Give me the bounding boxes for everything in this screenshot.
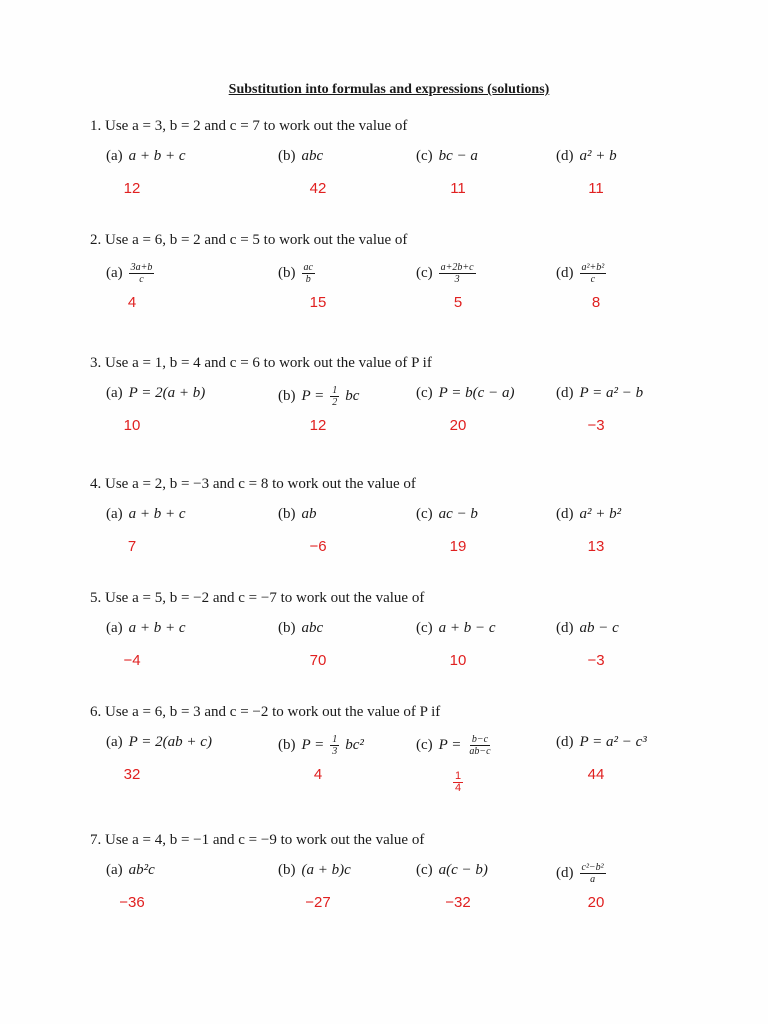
expression: a² + b (579, 148, 617, 164)
answer-value: 12 (309, 417, 327, 434)
answer-fraction (453, 771, 463, 794)
answer-value: 20 (587, 894, 605, 911)
expression: P = b(c − a) (438, 385, 515, 401)
answer (288, 652, 348, 669)
answer (428, 417, 488, 434)
fraction (439, 262, 476, 285)
answer (102, 180, 162, 197)
fraction-numerator: a²+b² (581, 262, 605, 273)
part-label: (a) (106, 506, 123, 522)
answer-value: 11 (450, 180, 466, 197)
question-part (278, 385, 359, 408)
answer (428, 652, 488, 669)
answer-numerator: 1 (454, 770, 462, 782)
expression: ac − b (438, 506, 478, 522)
part-label: (b) (278, 148, 296, 164)
answer (566, 417, 626, 434)
question-7 (0, 832, 768, 942)
question-stem: 4. Use a = 2, b = −3 and c = 8 to work out the value of (90, 476, 416, 492)
question-stem: 2. Use a = 6, b = 2 and c = 5 to work out the value of (90, 232, 408, 248)
fraction-denominator: 2 (332, 397, 338, 408)
question-part (278, 148, 323, 165)
answer-value: 4 (313, 766, 323, 783)
question-part (106, 506, 186, 523)
answer (102, 766, 162, 783)
fraction-numerator: 3a+b (130, 262, 153, 273)
question-part (416, 862, 488, 879)
answer (428, 766, 488, 794)
answer (428, 894, 488, 911)
answer (102, 652, 162, 669)
answer-value: −3 (587, 652, 605, 669)
part-label: (b) (278, 506, 296, 522)
answer-value: 7 (127, 538, 137, 555)
expression-prefix: P = (301, 737, 325, 753)
part-label: (c) (416, 737, 433, 753)
fraction (580, 262, 607, 285)
question-part (106, 620, 186, 637)
question-part (106, 148, 186, 165)
answer-value: −4 (123, 652, 141, 669)
part-label: (c) (416, 620, 433, 636)
fraction-denominator: b (305, 274, 311, 285)
part-label: (b) (278, 737, 296, 753)
question-stem: 6. Use a = 6, b = 3 and c = −2 to work out the value of P if (90, 704, 441, 720)
answer (428, 538, 488, 555)
expression: a(c − b) (438, 862, 488, 878)
question-4 (0, 476, 768, 586)
answer-value: 20 (449, 417, 467, 434)
question-part (416, 148, 478, 165)
fraction (330, 385, 339, 408)
expression-suffix: bc (345, 388, 360, 404)
question-part (556, 506, 621, 523)
question-part (278, 262, 315, 285)
expression-suffix: bc² (345, 737, 364, 753)
answer (566, 294, 626, 311)
question-part (106, 734, 212, 751)
fraction-denominator: ab−c (469, 746, 491, 757)
expression: a² + b² (579, 506, 622, 522)
expression-prefix: P = (301, 388, 325, 404)
answer-value: 10 (449, 652, 467, 669)
fraction-numerator: a+2b+c (440, 262, 474, 273)
part-label: (c) (416, 506, 433, 522)
question-5 (0, 590, 768, 700)
question-part (556, 620, 619, 637)
fraction-numerator: 1 (332, 385, 338, 396)
part-label: (b) (278, 265, 296, 281)
part-label: (c) (416, 265, 433, 281)
answer-value: 10 (123, 417, 141, 434)
expression: a + b + c (128, 506, 186, 522)
answer-value: 44 (587, 766, 605, 783)
expression: ab (301, 506, 317, 522)
expression: P = a² − c³ (579, 734, 647, 750)
question-stem: 5. Use a = 5, b = −2 and c = −7 to work out the value of (90, 590, 425, 606)
answer (288, 417, 348, 434)
expression-prefix: P = (438, 737, 462, 753)
question-part (556, 734, 647, 751)
fraction-numerator: c²−b² (581, 862, 604, 873)
question-stem: 7. Use a = 4, b = −1 and c = −9 to work out the value of (90, 832, 425, 848)
expression: abc (301, 620, 324, 636)
part-label: (d) (556, 620, 574, 636)
expression: ab²c (128, 862, 155, 878)
answer-denominator: 4 (454, 782, 462, 794)
part-label: (d) (556, 385, 574, 401)
expression: ab − c (579, 620, 619, 636)
question-1 (0, 118, 768, 228)
expression: (a + b)c (301, 862, 351, 878)
expression: abc (301, 148, 324, 164)
answer (566, 180, 626, 197)
question-3 (0, 355, 768, 465)
fraction-numerator: b−c (471, 734, 489, 745)
answer (102, 294, 162, 311)
part-label: (d) (556, 506, 574, 522)
part-label: (a) (106, 265, 123, 281)
page-title: Substitution into formulas and expressions (solutions) (228, 82, 550, 97)
question-part (416, 506, 478, 523)
expression: P = 2(ab + c) (128, 734, 212, 750)
answer (102, 538, 162, 555)
question-part (106, 262, 154, 285)
fraction (330, 734, 339, 757)
question-2 (0, 232, 768, 342)
part-label: (a) (106, 620, 123, 636)
part-label: (a) (106, 385, 123, 401)
answer (288, 538, 348, 555)
answer (566, 766, 626, 783)
part-label: (b) (278, 620, 296, 636)
answer-value: 11 (588, 180, 604, 197)
fraction (467, 734, 492, 757)
question-part (556, 862, 606, 885)
question-part (556, 262, 606, 285)
question-part (556, 385, 643, 402)
answer (102, 417, 162, 434)
question-part (416, 262, 476, 285)
expression: bc − a (438, 148, 478, 164)
answer (566, 652, 626, 669)
question-part (106, 862, 155, 879)
part-label: (d) (556, 734, 574, 750)
fraction-numerator: 1 (332, 734, 338, 745)
answer-value: 8 (591, 294, 601, 311)
answer-value: −6 (309, 538, 327, 555)
question-part (278, 862, 351, 879)
question-part (416, 620, 496, 637)
question-part (106, 385, 205, 402)
answer-value: −27 (305, 894, 331, 911)
answer-value: 5 (453, 294, 463, 311)
part-label: (d) (556, 148, 574, 164)
answer-value: 42 (309, 180, 327, 197)
fraction (129, 262, 155, 285)
fraction-numerator: ac (303, 262, 313, 273)
answer-value: 12 (123, 180, 141, 197)
fraction-denominator: 3 (454, 274, 460, 285)
answer (288, 180, 348, 197)
part-label: (c) (416, 862, 433, 878)
answer (288, 294, 348, 311)
part-label: (c) (416, 148, 433, 164)
question-part (278, 734, 364, 757)
fraction-denominator: c (590, 274, 596, 285)
fraction (302, 262, 315, 285)
answer-value: 19 (449, 538, 467, 555)
answer (428, 294, 488, 311)
part-label: (a) (106, 862, 123, 878)
fraction-denominator: 3 (332, 746, 338, 757)
part-label: (b) (278, 388, 296, 404)
question-stem: 3. Use a = 1, b = 4 and c = 6 to work out the value of P if (90, 355, 432, 371)
answer (288, 894, 348, 911)
part-label: (a) (106, 148, 123, 164)
expression: a + b − c (438, 620, 496, 636)
expression: P = 2(a + b) (128, 385, 206, 401)
part-label: (c) (416, 385, 433, 401)
question-part (416, 385, 514, 402)
answer (102, 894, 162, 911)
part-label: (a) (106, 734, 123, 750)
question-6 (0, 704, 768, 814)
expression: a + b + c (128, 620, 186, 636)
fraction-denominator: c (139, 274, 144, 285)
expression: a + b + c (128, 148, 186, 164)
part-label: (d) (556, 865, 574, 881)
fraction-denominator: a (590, 874, 596, 885)
answer (566, 538, 626, 555)
part-label: (d) (556, 265, 574, 281)
expression: P = a² − b (579, 385, 644, 401)
answer (566, 894, 626, 911)
question-part (278, 620, 323, 637)
part-label: (b) (278, 862, 296, 878)
answer-value: 4 (127, 294, 137, 311)
answer-value: 32 (123, 766, 141, 783)
answer-value: 13 (587, 538, 605, 555)
question-part (416, 734, 493, 757)
question-stem: 1. Use a = 3, b = 2 and c = 7 to work out the value of (90, 118, 408, 134)
answer-value: −32 (445, 894, 471, 911)
answer (428, 180, 488, 197)
answer-value: 70 (309, 652, 327, 669)
answer-value: −36 (119, 894, 145, 911)
answer-value: 15 (309, 294, 327, 311)
answer (288, 766, 348, 783)
answer-value: −3 (587, 417, 605, 434)
question-part (556, 148, 617, 165)
fraction (580, 862, 606, 885)
question-part (278, 506, 317, 523)
